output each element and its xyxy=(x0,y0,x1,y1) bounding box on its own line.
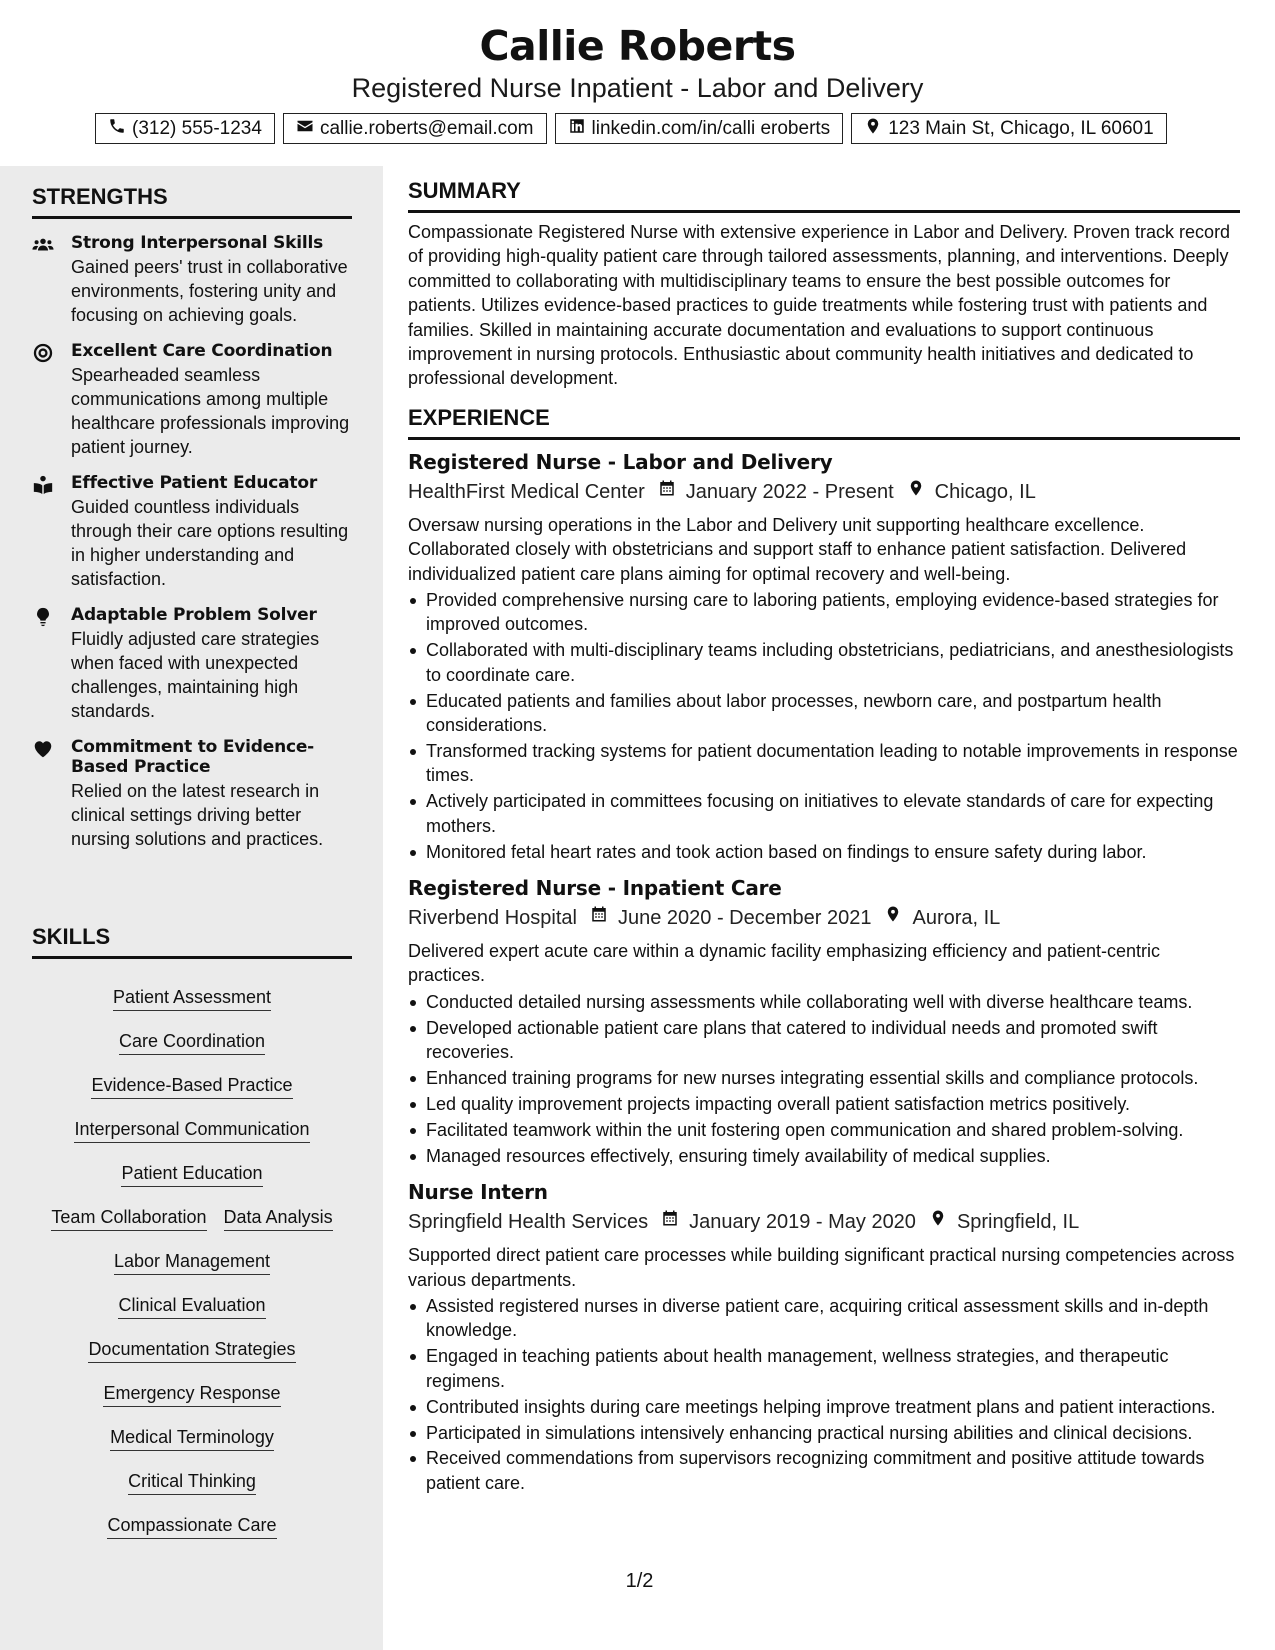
summary-text: Compassionate Registered Nurse with extensive experience in Labor and Delivery. Proven track record of providing high-quality patient care through tailored assessments, planning, and interventions. Deeply committed to collaborating with multidisciplinary teams to ensure the best possible outcomes for patients. Utilizes evidence-based practices to guide treatments while fostering trust with patients and families. Skilled in maintaining accurate documentation and evaluations to support continuous improvement in nursing protocols. Enthusiastic about community health initiatives and dedicated to professional development. xyxy=(408,222,1231,389)
strength-title: Commitment to Evidence-Based Practice xyxy=(71,737,315,777)
users-icon xyxy=(32,234,54,256)
strength-description: Guided countless individuals through their care options resulting in higher understanding and satisfaction. xyxy=(71,497,349,589)
skill-tag: Clinical Evaluation xyxy=(118,1293,265,1319)
resume-header xyxy=(0,0,1275,166)
map-pin-icon xyxy=(916,1207,957,1237)
bullet-item: Enhanced training programs for new nurses integrating essential skills and compliance protocols. xyxy=(408,1066,1240,1090)
reader-icon xyxy=(32,474,54,496)
contact-address[interactable] xyxy=(851,113,1166,144)
skill-tag: Critical Thinking xyxy=(128,1469,256,1495)
job-title: Registered Nurse - Labor and Delivery xyxy=(408,449,833,474)
linkedin-icon xyxy=(568,117,586,141)
skill-tag: Patient Education xyxy=(121,1161,262,1187)
contact-text: (312) 555-1234 xyxy=(132,117,262,139)
target-icon xyxy=(32,342,54,364)
candidate-headline: Registered Nurse Inpatient - Labor and Delivery xyxy=(351,73,924,103)
skill-tag: Team Collaboration xyxy=(51,1205,206,1231)
bullet-item: Received commendations from supervisors recognizing commitment and positive attitude towards patient care. xyxy=(408,1446,1240,1495)
job-entry xyxy=(408,1178,1240,1495)
bullet-item: Facilitated teamwork within the unit fostering open communication and shared problem-solving. xyxy=(408,1118,1240,1142)
strength-title: Strong Interpersonal Skills xyxy=(71,233,324,253)
job-meta xyxy=(408,903,1240,933)
experience-section xyxy=(408,405,1240,1495)
page-number-text: 1/2 xyxy=(625,1570,654,1592)
bullet-item: Led quality improvement projects impacting overall patient satisfaction metrics positively. xyxy=(408,1092,1240,1116)
job-entry xyxy=(408,874,1240,1168)
job-description: Oversaw nursing operations in the Labor and Delivery unit supporting healthcare excellence. Collaborated closely with obstetricians and support staff to enhance patient satisfaction. Delivered individualized patient care plans aiming for optimal recovery and well-being. xyxy=(408,514,1187,584)
skill-tag: Documentation Strategies xyxy=(88,1337,295,1363)
strength-item xyxy=(32,473,352,591)
bullet-item: Participated in simulations intensively enhancing practical nursing abilities and clinical decisions. xyxy=(408,1421,1240,1445)
strengths-heading: STRENGTHS xyxy=(32,184,352,219)
strength-item xyxy=(32,605,352,723)
bullet-item: Developed actionable patient care plans that catered to individual needs and promoted swift recoveries. xyxy=(408,1016,1240,1065)
job-bullets xyxy=(408,588,1240,864)
job-dates: June 2020 - December 2021 xyxy=(617,907,872,930)
skill-tag: Compassionate Care xyxy=(107,1513,276,1539)
envelope-icon xyxy=(296,117,314,141)
calendar-icon xyxy=(645,477,686,507)
job-bullets xyxy=(408,990,1240,1168)
job-entry xyxy=(408,448,1240,864)
job-title: Registered Nurse - Inpatient Care xyxy=(408,876,782,901)
summary-heading: SUMMARY xyxy=(408,178,1240,213)
skill-tag: Emergency Response xyxy=(103,1381,280,1407)
calendar-icon xyxy=(577,903,618,933)
bullet-item: Transformed tracking systems for patient documentation leading to notable improvements in response times. xyxy=(408,739,1240,788)
strength-title: Effective Patient Educator xyxy=(71,473,318,493)
contact-email[interactable] xyxy=(283,113,547,144)
skill-tag: Data Analysis xyxy=(224,1205,333,1231)
map-pin-icon xyxy=(871,903,912,933)
strength-description: Gained peers' trust in collaborative environments, fostering unity and focusing on achieving goals. xyxy=(71,257,348,325)
skills-heading: SKILLS xyxy=(32,924,352,959)
job-bullets xyxy=(408,1294,1240,1495)
contact-text: 123 Main St, Chicago, IL 60601 xyxy=(888,117,1154,139)
strength-item xyxy=(32,341,352,459)
bullet-item: Assisted registered nurses in diverse patient care, acquiring critical assessment skills and in-depth knowledge. xyxy=(408,1294,1240,1343)
main-content xyxy=(408,178,1240,1495)
bullet-item: Educated patients and families about labor processes, newborn care, and postpartum health considerations. xyxy=(408,689,1240,738)
candidate-name: Callie Roberts xyxy=(479,22,796,70)
company-name: Springfield Health Services xyxy=(408,1211,649,1234)
contact-phone[interactable] xyxy=(95,113,275,144)
strength-description: Fluidly adjusted care strategies when faced with unexpected challenges, maintaining high standards. xyxy=(71,629,320,721)
bullet-item: Contributed insights during care meetings helping improve treatment plans and patient interactions. xyxy=(408,1395,1240,1419)
bullet-item: Collaborated with multi-disciplinary teams including obstetricians, pediatricians, and anesthesiologists to coordinate care. xyxy=(408,638,1240,687)
company-name: HealthFirst Medical Center xyxy=(408,480,645,503)
job-title: Nurse Intern xyxy=(408,1180,548,1205)
job-location: Aurora, IL xyxy=(912,907,1001,930)
skills-list xyxy=(32,967,352,1539)
contact-text: callie.roberts@email.com xyxy=(319,117,534,139)
bullet-item: Actively participated in committees focusing on initiatives to elevate standards of care for expecting mothers. xyxy=(408,789,1240,838)
bullet-item: Managed resources effectively, ensuring timely availability of medical supplies. xyxy=(408,1144,1240,1168)
skills-section xyxy=(32,924,352,1539)
bullet-item: Monitored fetal heart rates and took action based on findings to ensure safety during labor. xyxy=(408,840,1240,864)
bullet-item: Engaged in teaching patients about health management, wellness strategies, and therapeutic regimens. xyxy=(408,1344,1240,1393)
contact-bar xyxy=(95,113,1167,144)
job-location: Chicago, IL xyxy=(934,480,1036,503)
strength-description: Spearheaded seamless communications among multiple healthcare professionals improving patient journey. xyxy=(71,365,350,457)
map-pin-icon xyxy=(894,477,935,507)
lightbulb-icon xyxy=(32,606,54,628)
heart-icon xyxy=(32,738,54,760)
skill-tag: Labor Management xyxy=(114,1249,270,1275)
skill-tag: Evidence-Based Practice xyxy=(91,1073,292,1099)
company-name: Riverbend Hospital xyxy=(408,907,577,930)
skill-tag: Medical Terminology xyxy=(110,1425,274,1451)
strength-title: Adaptable Problem Solver xyxy=(71,605,317,625)
skill-tag: Interpersonal Communication xyxy=(74,1117,309,1143)
job-dates: January 2019 - May 2020 xyxy=(689,1211,916,1234)
calendar-icon xyxy=(648,1207,689,1237)
strength-description: Relied on the latest research in clinical settings driving better nursing solutions and practices. xyxy=(71,781,324,849)
job-meta xyxy=(408,1207,1240,1237)
skill-tag: Patient Assessment xyxy=(113,985,271,1011)
strength-title: Excellent Care Coordination xyxy=(71,341,333,361)
bullet-item: Conducted detailed nursing assessments while collaborating well with diverse healthcare teams. xyxy=(408,990,1240,1014)
job-description: Delivered expert acute care within a dynamic facility emphasizing efficiency and patient-centric practices. xyxy=(408,941,1161,986)
experience-heading: EXPERIENCE xyxy=(408,405,1240,440)
strengths-section xyxy=(32,184,352,851)
skill-tag: Care Coordination xyxy=(119,1029,265,1055)
strength-item xyxy=(32,737,352,851)
bullet-item: Provided comprehensive nursing care to laboring patients, employing evidence-based strategies for improved outcomes. xyxy=(408,588,1240,637)
map-pin-icon xyxy=(864,117,882,141)
job-dates: January 2022 - Present xyxy=(685,480,894,503)
job-description: Supported direct patient care processes while building significant practical nursing competencies across various departments. xyxy=(408,1245,1235,1290)
contact-linkedin[interactable] xyxy=(555,113,844,144)
phone-icon xyxy=(108,117,126,141)
strength-item xyxy=(32,233,352,327)
page-number xyxy=(0,1570,1275,1593)
job-meta xyxy=(408,477,1240,507)
sidebar xyxy=(0,166,383,1650)
job-location: Springfield, IL xyxy=(956,1211,1080,1234)
contact-text: linkedin.com/in/calli eroberts xyxy=(591,117,831,139)
